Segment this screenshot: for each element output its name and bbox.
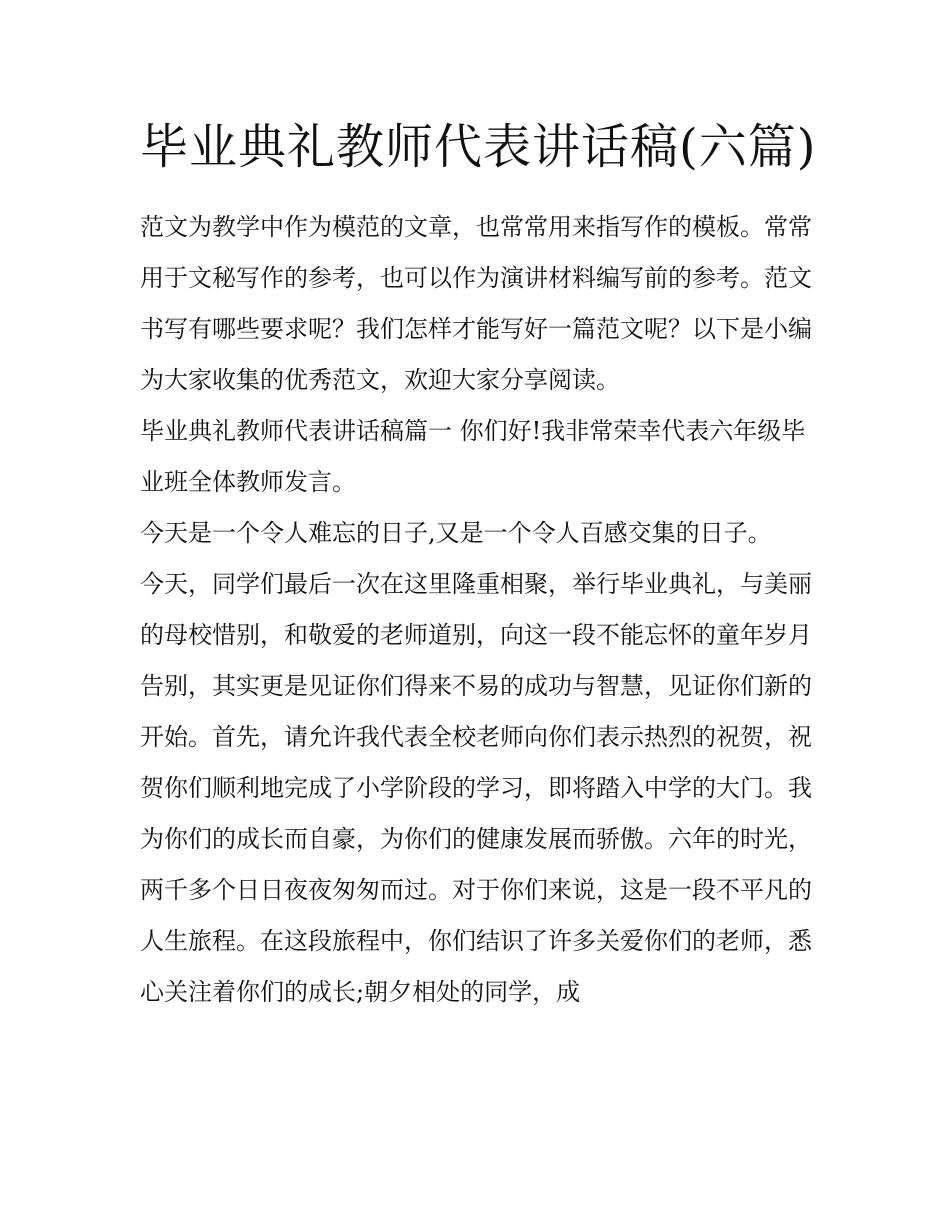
paragraph-speech-opening: 毕业典礼教师代表讲话稿篇一 你们好!我非常荣幸代表六年级毕业班全体教师发言。	[140, 417, 806, 496]
document-title: 毕业典礼教师代表讲话稿(六篇)	[140, 119, 817, 175]
paragraph-intro: 范文为教学中作为模范的文章，也常常用来指写作的模板。常常用于文秘写作的参考，也可以作为演讲材料编写前的参考。范文书写有哪些要求呢？我们怎样才能写好一篇范文呢？以下是小编为大家收集的优秀范文，欢迎大家分享阅读。	[140, 213, 812, 394]
paragraph-memorable-day: 今天是一个令人难忘的日子,又是一个令人百感交集的日子。	[140, 519, 772, 547]
document-body	[140, 202, 820, 1018]
paragraph-main: 今天，同学们最后一次在这里隆重相聚，举行毕业典礼，与美丽的母校惜别，和敬爱的老师道别，向这一段不能忘怀的童年岁月告别，其实更是见证你们得来不易的成功与智慧，见证你们新的开始。首先，请允许我代表全校老师向你们表示热烈的祝贺，祝贺你们顺利地完成了小学阶段的学习，即将踏入中学的大门。我为你们的成长而自豪，为你们的健康发展而骄傲。六年的时光，两千多个日日夜夜匆匆而过。对于你们来说，这是一段不平凡的人生旅程。在这段旅程中，你们结识了许多关爱你们的老师，悉心关注着你们的成长;朝夕相处的同学，成	[140, 570, 812, 1006]
document-page	[140, 108, 820, 1018]
